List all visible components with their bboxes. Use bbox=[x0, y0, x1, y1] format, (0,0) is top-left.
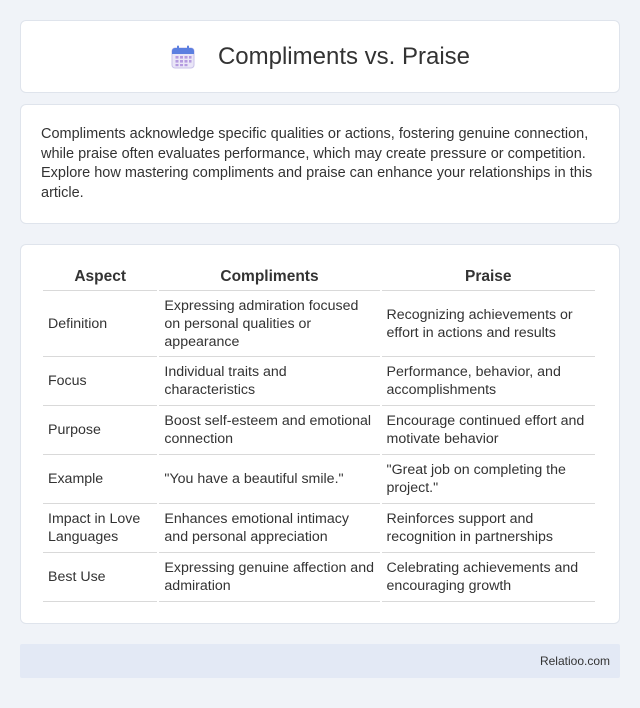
header-praise: Praise bbox=[382, 265, 595, 291]
table-row bbox=[43, 504, 595, 553]
footer-brand: Relatioo.com bbox=[539, 654, 610, 668]
compliments-cell: Boost self-esteem and emotional connection bbox=[159, 406, 379, 455]
praise-cell: "Great job on completing the project." bbox=[382, 455, 595, 504]
calendar-icon bbox=[170, 44, 196, 70]
intro-card bbox=[20, 104, 620, 224]
table-row bbox=[43, 291, 595, 357]
aspect-cell: Example bbox=[43, 455, 157, 504]
page-title: Compliments vs. Praise bbox=[217, 42, 471, 70]
praise-cell: Recognizing achievements or effort in actions and results bbox=[382, 291, 595, 357]
footer bbox=[20, 644, 620, 678]
compliments-cell: Expressing admiration focused on personal qualities or appearance bbox=[159, 291, 379, 357]
aspect-cell: Definition bbox=[43, 291, 157, 357]
aspect-cell: Focus bbox=[43, 357, 157, 406]
praise-cell: Performance, behavior, and accomplishments bbox=[382, 357, 595, 406]
praise-cell: Encourage continued effort and motivate behavior bbox=[382, 406, 595, 455]
comparison-table-card bbox=[20, 244, 620, 624]
table-row bbox=[43, 406, 595, 455]
compliments-cell: "You have a beautiful smile." bbox=[159, 455, 379, 504]
table-header-row bbox=[43, 265, 595, 291]
title-card bbox=[20, 20, 620, 93]
compliments-cell: Enhances emotional intimacy and personal appreciation bbox=[159, 504, 379, 553]
aspect-cell: Purpose bbox=[43, 406, 157, 455]
aspect-cell: Impact in Love Languages bbox=[43, 504, 157, 553]
header-aspect: Aspect bbox=[43, 265, 157, 291]
table-row bbox=[43, 553, 595, 602]
comparison-table bbox=[41, 265, 597, 602]
table-row bbox=[43, 357, 595, 406]
praise-cell: Reinforces support and recognition in partnerships bbox=[382, 504, 595, 553]
praise-cell: Celebrating achievements and encouraging growth bbox=[382, 553, 595, 602]
table-row bbox=[43, 455, 595, 504]
aspect-cell: Best Use bbox=[43, 553, 157, 602]
compliments-cell: Expressing genuine affection and admiration bbox=[159, 553, 379, 602]
compliments-cell: Individual traits and characteristics bbox=[159, 357, 379, 406]
intro-text: Compliments acknowledge specific qualities or actions, fostering genuine connection, while praise often evaluates performance, which may create pressure or competition. Explore how mastering compliments and praise can enhance your relationships in this article. bbox=[41, 126, 593, 201]
header-compliments: Compliments bbox=[159, 265, 379, 291]
